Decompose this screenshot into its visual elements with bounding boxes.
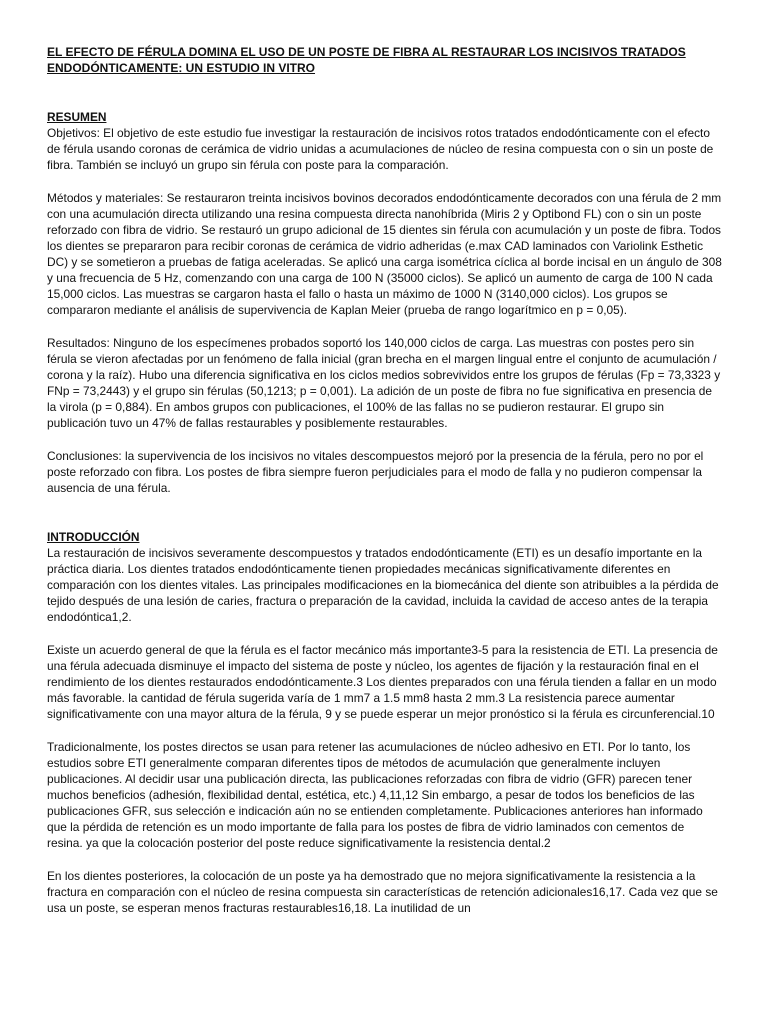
spacer (47, 625, 723, 642)
abstract-conclusions: Conclusiones: la supervivencia de los incisivos no vitales descompuestos mejoró por la presencia de la férula, pero no por el poste reforzado con fibra. Los postes de fibra siempre fueron perjudiciales para el modo de falla y no pudieron compensar la ausencia de una férula. (47, 449, 704, 495)
introduction-heading: INTRODUCCIÓN (47, 530, 140, 544)
document-title: EL EFECTO DE FÉRULA DOMINA EL USO DE UN POSTE DE FIBRA AL RESTAURAR LOS INCISIVOS TRATADOS ENDODÓNTICAMENTE: UN ESTUDIO IN VITRO (47, 45, 686, 75)
spacer (47, 431, 723, 448)
abstract-heading: RESUMEN (47, 110, 107, 124)
spacer (47, 173, 723, 190)
document-page (47, 44, 723, 916)
introduction-paragraph: Tradicionalmente, los postes directos se usan para retener las acumulaciones de núcleo adhesivo en ETI. Por lo tanto, los estudios sobre ETI generalmente comparan diferentes tipos de métodos de acumulación que generalmente incluyen publicaciones. Al decidir usar una publicación directa, las publicaciones reforzadas con fibra de vidrio (GFR) parecen tener muchos beneficios (adhesión, flexibilidad dental, estética, etc.) 4,11,12 Sin embargo, a pesar de todos los beneficios de las publicaciones GFR, sus selección e indicación aún no se entienden completamente. Publicaciones anteriores han informado que la pérdida de retención es un modo importante de falla para los postes de fibra de vidrio laminados con cementos de resina. ya que la colocación posterior del poste reduce significativamente la resistencia dental.2 (47, 740, 703, 850)
abstract-objectives: Objetivos: El objetivo de este estudio fue investigar la restauración de incisivos rotos tratados endodónticamente con el efecto de férula usando coronas de cerámica de vidrio unidas a acumulaciones de núcleo de resina compuesta con o sin un poste de fibra. También se incluyó un grupo sin férula con poste para la comparación. (47, 126, 714, 172)
spacer (47, 318, 723, 335)
abstract-methods: Métodos y materiales: Se restauraron treinta incisivos bovinos decorados endodónticamente decorados con una férula de 2 mm con una acumulación directa utilizando una resina compuesta directa nanohíbrida (Miris 2 y Optibond FL) con o sin un poste reforzado con fibra de vidrio. Se restauró un grupo adicional de 15 dientes sin férula con acumulación y un poste de fibra. Todos los dientes se prepararon para recibir coronas de cerámica de vidrio adheridas (e.max CAD laminados con Variolink Esthetic DC) y se sometieron a pruebas de fatiga aceleradas. Se aplicó una carga isométrica cíclica al borde incisal en un ángulo de 308 y una frecuencia de 5 Hz, comenzando con una carga de 100 N (35000 ciclos). Se aplicó un aumento de carga de 100 N cada 15,000 ciclos. Las muestras se cargaron hasta el fallo o hasta un máximo de 1000 N (3140,000 ciclos). Los grupos se compararon mediante el análisis de supervivencia de Kaplan Meier (prueba de rango logarítmico en p = 0,05). (47, 191, 722, 317)
spacer (47, 496, 723, 529)
spacer (47, 722, 723, 739)
introduction-paragraph: La restauración de incisivos severamente descompuestos y tratados endodónticamente (ETI) es un desafío importante en la práctica diaria. Los dientes tratados endodónticamente tienen propiedades mecánicas significativamente diferentes en comparación con los dientes vitales. Las principales modificaciones en la biomecánica del diente son atribuibles a la pérdida de tejido después de una lesión de caries, fractura o preparación de la cavidad, incluida la cavidad de acceso antes de la terapia endodóntica1,2. (47, 546, 719, 624)
spacer (47, 851, 723, 868)
introduction-paragraph: En los dientes posteriores, la colocación de un poste ya ha demostrado que no mejora significativamente la resistencia a la fractura en comparación con el núcleo de resina compuesta sin características de retención adicionales16,17. Cada vez que se usa un poste, se esperan menos fracturas restaurables16,18. La inutilidad de un (47, 869, 718, 915)
spacer (47, 76, 723, 109)
abstract-results: Resultados: Ninguno de los especímenes probados soportó los 140,000 ciclos de carga. Las muestras con postes pero sin férula se vieron afectadas por un fenómeno de falla inicial (gran brecha en el margen lingual entre el conjunto de acumulación / corona y la raíz). Hubo una diferencia significativa en los ciclos medios sobrevividos entre los grupos de férulas (Fp = 73,3323 y FNp = 73,2443) y el grupo sin férulas (50,1213; p = 0,001). La adición de un poste de fibra no fue significativa en presencia de la virola (p = 0,884). En ambos grupos con publicaciones, el 100% de las fallas no se pudieron restaurar. El grupo sin publicación tuvo un 47% de fallas restaurables y posiblemente restaurables. (47, 336, 721, 430)
introduction-paragraph: Existe un acuerdo general de que la férula es el factor mecánico más importante3-5 para la resistencia de ETI. La presencia de una férula adecuada disminuye el impacto del sistema de poste y núcleo, los agentes de fijación y la restauración final en el rendimiento de los dientes restaurados endodónticamente.3 Los dientes preparados con una férula tienden a fallar en un modo más favorable. la cantidad de férula sugerida varía de 1 mm7 a 1.5 mm8 hasta 2 mm.3 La resistencia parece aumentar significativamente con una mayor altura de la férula, 9 y se puede esperar un mejor pronóstico si la férula es circunferencial.10 (47, 643, 718, 721)
